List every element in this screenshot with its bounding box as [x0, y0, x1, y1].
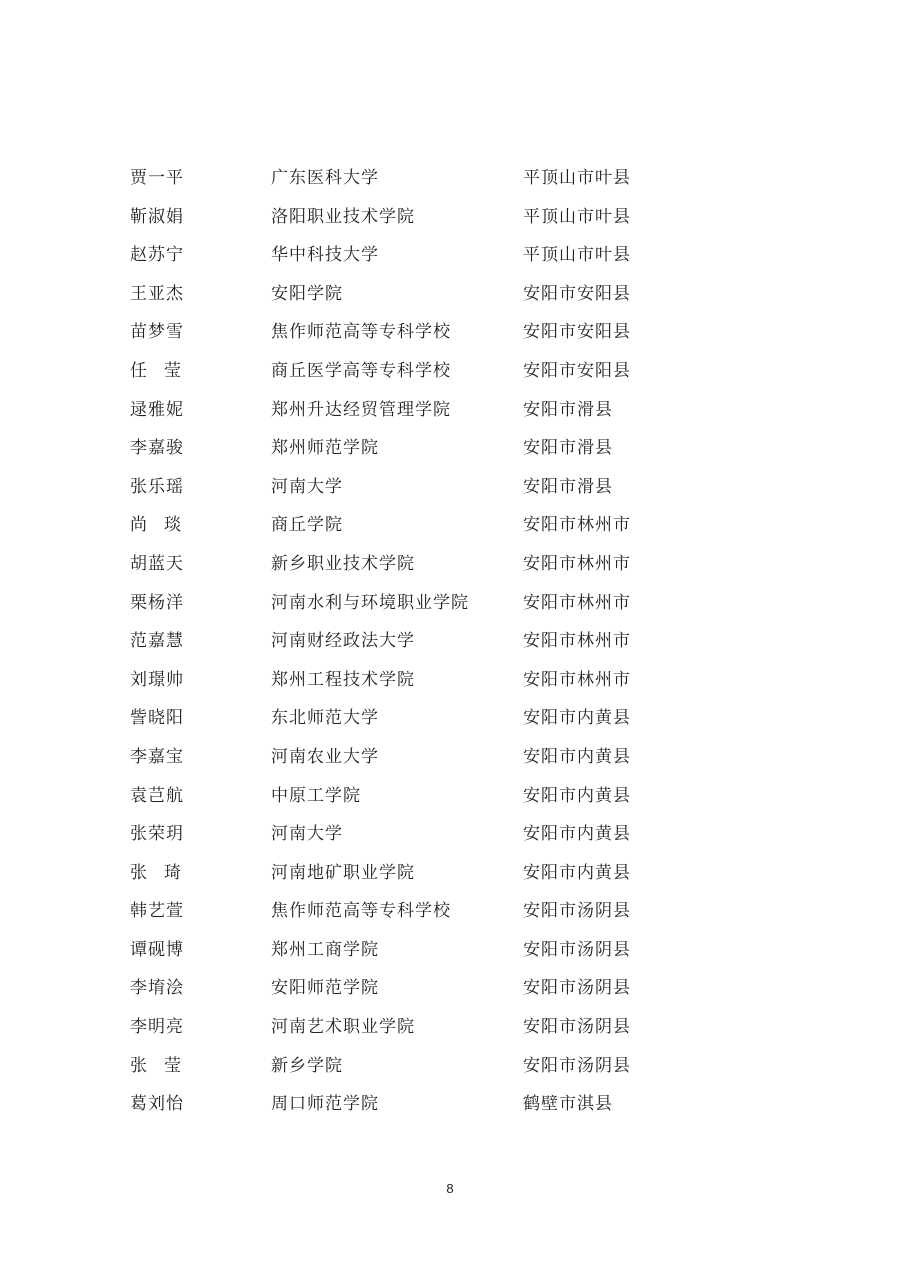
person-name: 訾晓阳	[130, 708, 184, 729]
school-name: 广东医科大学	[271, 168, 379, 188]
region-name: 安阳市汤阴县	[523, 978, 631, 999]
person-name: 李明亮	[130, 1017, 184, 1038]
list-row	[0, 199, 900, 238]
person-name: 苗梦雪	[130, 322, 184, 343]
school-name: 河南财经政法大学	[271, 631, 415, 652]
region-name: 安阳市汤阴县	[523, 939, 631, 960]
person-name: 范嘉慧	[130, 631, 184, 652]
school-name: 河南地矿职业学院	[271, 862, 415, 883]
list-row	[0, 392, 900, 431]
region-name: 安阳市安阳县	[523, 283, 631, 304]
person-name: 袁芑航	[130, 785, 184, 806]
school-name: 焦作师范高等专科学校	[271, 322, 451, 343]
person-name: 韩艺萱	[130, 901, 184, 922]
list-row	[0, 546, 900, 585]
list-row	[0, 700, 900, 739]
school-name: 河南大学	[271, 824, 343, 845]
region-name: 安阳市林州市	[523, 553, 631, 574]
list-row	[0, 893, 900, 932]
list-row	[0, 855, 900, 894]
region-name: 安阳市林州市	[523, 515, 631, 536]
list-row	[0, 662, 900, 701]
person-name: 张 莹	[130, 1055, 181, 1076]
list-row	[0, 623, 900, 662]
region-name: 安阳市内黄县	[523, 785, 631, 806]
person-name: 葛刘怡	[130, 1094, 184, 1115]
school-name: 商丘医学高等专科学校	[271, 360, 451, 381]
person-name: 靳淑娟	[130, 206, 184, 227]
person-name: 胡蓝天	[130, 553, 184, 574]
person-name: 张 琦	[130, 862, 181, 883]
region-name: 安阳市汤阴县	[523, 1017, 631, 1038]
school-name: 新乡学院	[271, 1055, 343, 1076]
school-name: 华中科技大学	[271, 245, 379, 266]
person-name: 栗杨洋	[130, 592, 184, 613]
region-name: 安阳市林州市	[523, 669, 631, 690]
school-name: 河南水利与环境职业学院	[271, 592, 469, 613]
region-name: 安阳市林州市	[523, 631, 631, 652]
page-number: 8	[446, 1181, 454, 1196]
person-name: 王亚杰	[130, 283, 184, 304]
list-row	[0, 237, 900, 276]
person-name: 谭砚博	[130, 939, 184, 960]
school-name: 焦作师范高等专科学校	[271, 901, 451, 922]
list-row	[0, 430, 900, 469]
school-name: 郑州师范学院	[271, 438, 379, 459]
region-name: 安阳市滑县	[523, 399, 613, 420]
person-name: 尚 琰	[130, 515, 181, 536]
list-row	[0, 778, 900, 817]
list-row	[0, 469, 900, 508]
person-name: 贾一平	[130, 168, 184, 188]
region-name: 安阳市内黄县	[523, 746, 631, 767]
school-name: 东北师范大学	[271, 708, 379, 729]
region-name: 安阳市内黄县	[523, 708, 631, 729]
person-name: 李嘉骏	[130, 438, 184, 459]
region-name: 安阳市安阳县	[523, 360, 631, 381]
school-name: 中原工学院	[271, 785, 361, 806]
person-name: 李堉浍	[130, 978, 184, 999]
school-name: 河南艺术职业学院	[271, 1017, 415, 1038]
name-list	[0, 160, 900, 1125]
list-row	[0, 932, 900, 971]
region-name: 安阳市汤阴县	[523, 1055, 631, 1076]
person-name: 李嘉宝	[130, 746, 184, 767]
region-name: 安阳市林州市	[523, 592, 631, 613]
list-row	[0, 970, 900, 1009]
person-name: 张荣玥	[130, 824, 184, 845]
region-name: 鹤壁市淇县	[523, 1094, 613, 1115]
school-name: 郑州工商学院	[271, 939, 379, 960]
list-row	[0, 160, 900, 199]
region-name: 安阳市内黄县	[523, 862, 631, 883]
region-name: 平顶山市叶县	[523, 206, 631, 227]
school-name: 郑州升达经贸管理学院	[271, 399, 451, 420]
person-name: 逯雅妮	[130, 399, 184, 420]
school-name: 安阳师范学院	[271, 978, 379, 999]
school-name: 洛阳职业技术学院	[271, 206, 415, 227]
region-name: 安阳市安阳县	[523, 322, 631, 343]
school-name: 河南农业大学	[271, 746, 379, 767]
list-row	[0, 1048, 900, 1087]
school-name: 周口师范学院	[271, 1094, 379, 1115]
list-row	[0, 816, 900, 855]
region-name: 平顶山市叶县	[523, 245, 631, 266]
school-name: 郑州工程技术学院	[271, 669, 415, 690]
list-row	[0, 1009, 900, 1048]
list-row	[0, 585, 900, 624]
region-name: 安阳市内黄县	[523, 824, 631, 845]
school-name: 安阳学院	[271, 283, 343, 304]
school-name: 新乡职业技术学院	[271, 553, 415, 574]
list-row	[0, 276, 900, 315]
person-name: 赵苏宁	[130, 245, 184, 266]
person-name: 张乐瑶	[130, 476, 184, 497]
region-name: 安阳市汤阴县	[523, 901, 631, 922]
school-name: 商丘学院	[271, 515, 343, 536]
region-name: 安阳市滑县	[523, 476, 613, 497]
region-name: 安阳市滑县	[523, 438, 613, 459]
list-row	[0, 314, 900, 353]
list-row	[0, 507, 900, 546]
list-row	[0, 353, 900, 392]
list-row	[0, 739, 900, 778]
person-name: 刘璟帅	[130, 669, 184, 690]
region-name: 平顶山市叶县	[523, 168, 631, 188]
school-name: 河南大学	[271, 476, 343, 497]
list-row	[0, 1086, 900, 1125]
person-name: 任 莹	[130, 360, 181, 381]
